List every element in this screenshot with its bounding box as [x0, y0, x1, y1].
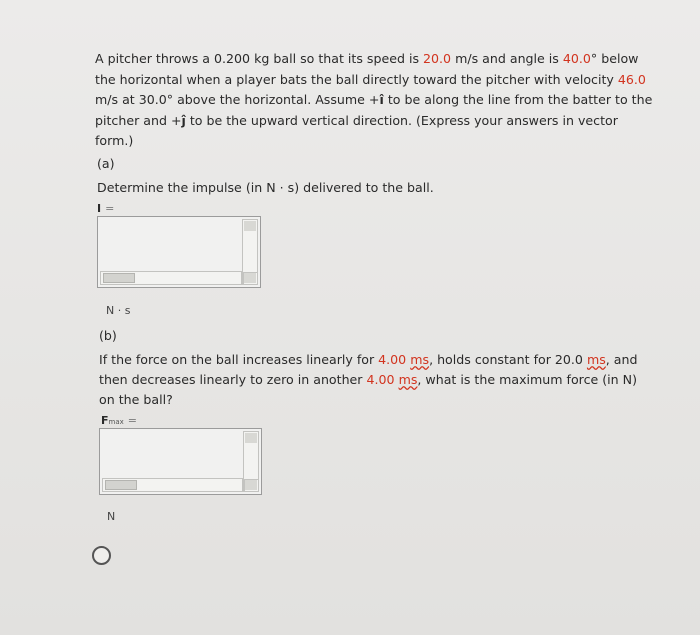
force-subscript: max	[108, 418, 124, 426]
problem-statement	[95, 49, 655, 152]
horizontal-scrollbar[interactable]	[100, 271, 242, 285]
text: ° below the horizontal when a player bats the ball directly toward the pitcher with velocity	[95, 51, 639, 87]
text: , holds constant for	[429, 352, 555, 367]
text: A pitcher throws a	[95, 51, 214, 66]
value-speed: 20.0	[423, 51, 452, 66]
unit-vector-i: î	[379, 92, 384, 107]
equals-sign: =	[127, 414, 137, 427]
radio-circle-icon[interactable]	[92, 546, 111, 565]
impulse-label	[97, 202, 114, 215]
part-a-label: (a)	[97, 156, 115, 171]
force-unit: N	[107, 510, 116, 523]
part-b-question	[99, 350, 639, 410]
text: kg ball so that its speed is	[250, 51, 424, 66]
force-symbol: F	[101, 414, 109, 427]
text: to be the upward vertical direction. (Express your answers in vector form.)	[95, 112, 618, 148]
unit-ms: ms	[410, 352, 430, 367]
text: , and then decreases linearly to zero in another	[99, 352, 638, 387]
text: , what is the maximum force (in N) on the ball?	[99, 372, 637, 407]
scroll-up-icon[interactable]	[245, 433, 257, 443]
horizontal-scrollbar[interactable]	[102, 478, 243, 492]
impulse-answer-input[interactable]	[97, 216, 261, 288]
unit-ms: ms	[398, 372, 418, 387]
value-bat-velocity: 46.0	[617, 71, 646, 87]
text: m/s and angle is	[451, 51, 563, 66]
force-label	[101, 414, 137, 427]
text: ° above the horizontal. Assume +	[166, 92, 380, 107]
unit-vector-j: ĵ	[181, 112, 186, 128]
resize-handle-icon[interactable]	[244, 479, 259, 492]
value-bat-angle: 30.0	[138, 92, 167, 107]
equals-sign: =	[105, 202, 115, 215]
text: to be along the line from the batter to the pitcher and +	[95, 92, 653, 128]
impulse-unit: N · s	[106, 304, 131, 317]
scroll-thumb[interactable]	[103, 273, 135, 283]
value-hold-time: 20.0	[554, 352, 583, 367]
max-force-answer-input[interactable]	[99, 428, 262, 495]
part-b-label: (b)	[99, 328, 117, 343]
value-rise-time: 4.00	[378, 352, 407, 367]
impulse-symbol: I	[97, 202, 102, 215]
value-angle: 40.0	[562, 51, 591, 66]
value-fall-time: 4.00	[366, 372, 395, 387]
scroll-thumb[interactable]	[105, 480, 137, 490]
part-a-question: Determine the impulse (in N · s) delivered to the ball.	[97, 180, 434, 195]
scroll-up-icon[interactable]	[244, 221, 256, 231]
unit-ms: ms	[586, 352, 606, 367]
text: If the force on the ball increases linearly for	[99, 352, 379, 367]
text: m/s at	[95, 92, 139, 107]
resize-handle-icon[interactable]	[243, 272, 258, 285]
value-mass: 0.200	[214, 51, 251, 66]
